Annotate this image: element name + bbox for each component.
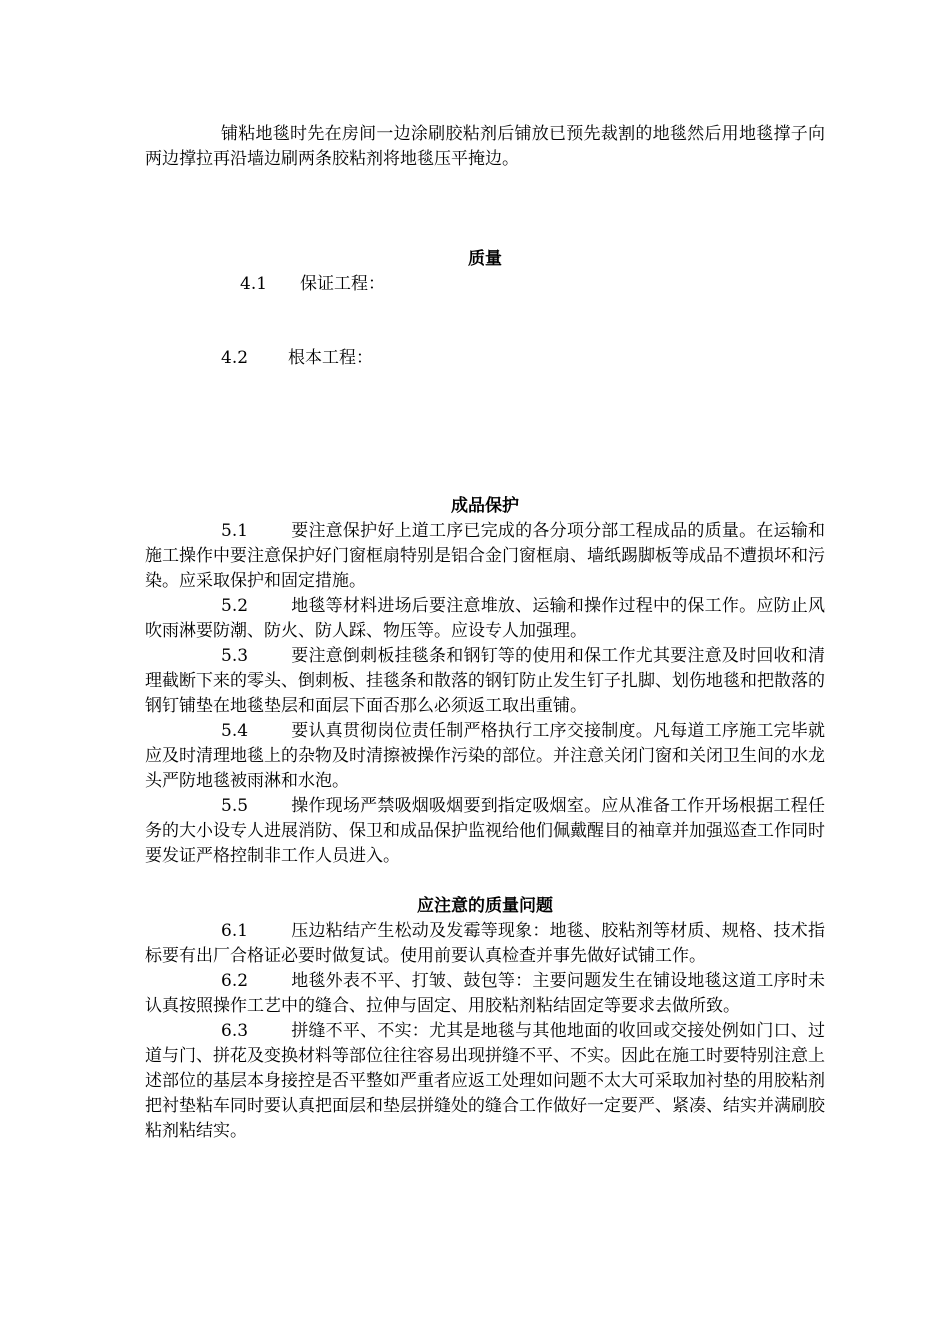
protection-item-5-3: [145, 644, 825, 719]
item-text: 要注意倒刺板挂毯条和钢钉等的使用和保工作尤其要注意及时回收和清理截断下来的零头、倒刺板、挂毯条和散落的钢钉防止发生钉子扎脚、划伤地毯和把散落的钢钉铺垫在地毯垫层和面层下面否那么必须返工取出重铺。: [145, 646, 825, 716]
item-text: 操作现场严禁吸烟吸烟要到指定吸烟室。应从准备工作开场根据工程任务的大小设专人进展消防、保卫和成品保护监视给他们佩戴醒目的袖章并加强巡查工作同时要发证严格控制非工作人员进入。: [145, 796, 825, 866]
item-number: 6.2: [221, 971, 249, 991]
item-number: 5.1: [221, 521, 249, 541]
item-label: 保证工程：: [300, 274, 385, 294]
protection-item-5-1: [145, 519, 825, 594]
item-number: 4.2: [221, 348, 249, 368]
item-text: 要认真贯彻岗位责任制严格执行工序交接制度。凡每道工序施工完毕就应及时清理地毯上的杂物及时清擦被操作污染的部位。并注意关闭门窗和关闭卫生间的水龙头严防地毯被雨淋和水泡。: [145, 721, 825, 791]
document-page: [145, 122, 825, 1144]
item-number: 5.4: [221, 721, 249, 741]
item-number: 4.1: [240, 274, 268, 294]
protection-heading: 成品保护: [451, 496, 519, 516]
item-number: 6.1: [221, 921, 249, 941]
issues-heading: 应注意的质量问题: [417, 896, 553, 916]
item-label: 根本工程：: [288, 348, 373, 368]
quality-heading: 质量: [468, 249, 502, 269]
item-text: 要注意保护好上道工序已完成的各分项分部工程成品的质量。在运输和施工操作中要注意保护好门窗框扇特别是铝合金门窗框扇、墙纸踢脚板等成品不遭损坏和污染。应采取保护和固定措施。: [145, 521, 825, 591]
item-number: 5.5: [221, 796, 249, 816]
issue-item-6-3: [145, 1019, 825, 1144]
item-number: 5.2: [221, 596, 249, 616]
quality-item-4-1: [145, 272, 825, 297]
item-number: 6.3: [221, 1021, 249, 1041]
protection-item-5-5: [145, 794, 825, 869]
protection-item-5-4: [145, 719, 825, 794]
item-text: 压边粘结产生松动及发霉等现象：地毯、胶粘剂等材质、规格、技术指标要有出厂合格证必要时做复试。使用前要认真检查并事先做好试铺工作。: [145, 921, 825, 966]
intro-paragraph: 铺粘地毯时先在房间一边涂刷胶粘剂后铺放已预先裁割的地毯然后用地毯撑子向两边撑拉再沿墙边刷两条胶粘剂将地毯压平掩边。: [145, 124, 825, 169]
issue-item-6-1: [145, 919, 825, 969]
item-text: 地毯外表不平、打皱、鼓包等：主要问题发生在铺设地毯这道工序时未认真按照操作工艺中的缝合、拉伸与固定、用胶粘剂粘结固定等要求去做所致。: [145, 971, 825, 1016]
item-text: 拼缝不平、不实：尤其是地毯与其他地面的收回或交接处例如门口、过道与门、拼花及变换材料等部位往往容易出现拼缝不平、不实。因此在施工时要特别注意上述部位的基层本身接控是否平整如严重者应返工处理如问题不太大可采取加衬垫的用胶粘剂把衬垫粘车同时要认真把面层和垫层拼缝处的缝合工作做好一定要严、紧凑、结实并满刷胶粘剂粘结实。: [145, 1021, 825, 1141]
protection-item-5-2: [145, 594, 825, 644]
item-number: 5.3: [221, 646, 249, 666]
item-text: 地毯等材料进场后要注意堆放、运输和操作过程中的保工作。应防止风吹雨淋要防潮、防火、防人踩、物压等。应设专人加强理。: [145, 596, 825, 641]
issue-item-6-2: [145, 969, 825, 1019]
quality-item-4-2: [145, 346, 825, 371]
